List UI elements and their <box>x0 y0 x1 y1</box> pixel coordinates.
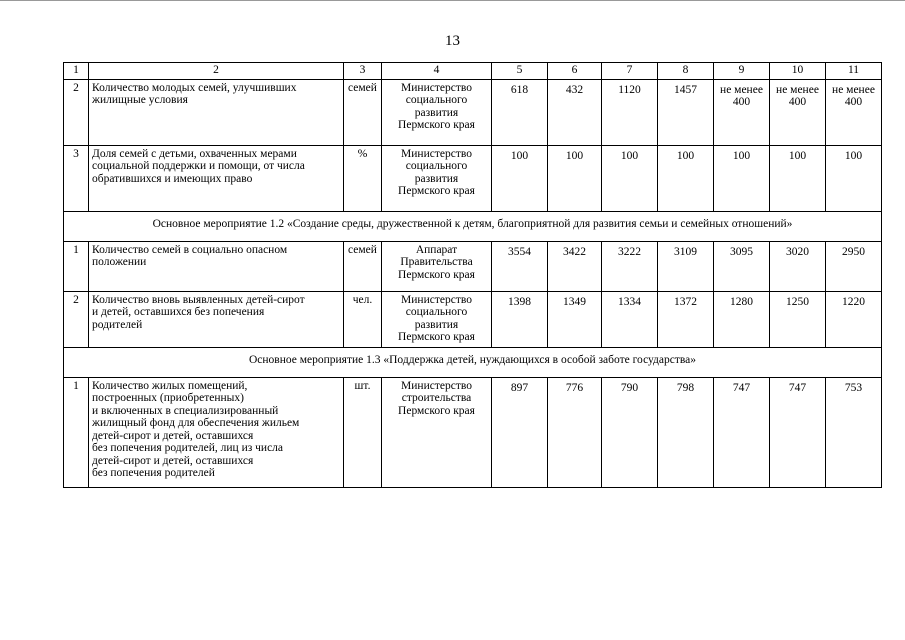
table-row <box>64 377 882 487</box>
value-cell: 1398 <box>492 291 548 347</box>
value-cell: 3422 <box>548 241 602 291</box>
table-body <box>64 63 882 488</box>
value-cell: 100 <box>658 145 714 211</box>
column-header-1: 1 <box>64 63 89 80</box>
indicator-line: Количество молодых семей, улучшивших <box>92 81 297 94</box>
indicator-line: и включенных в специализированный <box>92 404 279 417</box>
value-cell: 432 <box>548 79 602 145</box>
agency-line: Пермского края <box>398 331 475 343</box>
value-cell: 3020 <box>770 241 826 291</box>
indicator-line: детей-сирот и детей, оставшихся <box>92 429 254 442</box>
value-cell: 100 <box>826 145 882 211</box>
value-cell: 1372 <box>658 291 714 347</box>
page-top-edge <box>0 0 905 1</box>
indicator-line: жилищные условия <box>92 94 188 106</box>
indicator-name <box>89 291 344 347</box>
value-cell: не менее 400 <box>826 79 882 145</box>
indicator-line: Доля семей с детьми, охваченных мерами <box>92 147 297 160</box>
value-cell: 1457 <box>658 79 714 145</box>
agency-line: Министерство <box>401 379 472 392</box>
value-cell: 100 <box>492 145 548 211</box>
column-header-2: 2 <box>89 63 344 80</box>
responsible-agency <box>382 145 492 211</box>
section-row <box>64 347 882 377</box>
table-header-row <box>64 63 882 80</box>
page-number: 13 <box>445 33 460 49</box>
column-header-4: 4 <box>382 63 492 80</box>
row-number: 1 <box>64 377 89 487</box>
value-cell: 100 <box>714 145 770 211</box>
table-row <box>64 145 882 211</box>
unit-of-measure: семей <box>344 241 382 291</box>
indicator-name <box>89 241 344 291</box>
value-cell: 747 <box>714 377 770 487</box>
responsible-agency <box>382 291 492 347</box>
column-header-7: 7 <box>602 63 658 80</box>
agency-line: Министерство <box>401 147 472 160</box>
unit-of-measure: шт. <box>344 377 382 487</box>
value-cell: 3095 <box>714 241 770 291</box>
value-cell: 798 <box>658 377 714 487</box>
value-cell: не менее 400 <box>770 79 826 145</box>
value-cell: 1250 <box>770 291 826 347</box>
value-cell: 897 <box>492 377 548 487</box>
value-cell: 1220 <box>826 291 882 347</box>
table-row <box>64 241 882 291</box>
value-cell: 618 <box>492 79 548 145</box>
row-number: 2 <box>64 79 89 145</box>
indicator-line: построенных (приобретенных) <box>92 392 244 404</box>
indicator-line: детей-сирот и детей, оставшихся <box>92 454 254 467</box>
agency-line: Пермского края <box>398 404 475 417</box>
indicator-line: Количество семей в социально опасном <box>92 243 288 256</box>
agency-line: развития <box>414 172 459 185</box>
row-number: 2 <box>64 291 89 347</box>
value-cell: 3109 <box>658 241 714 291</box>
indicator-line: без попечения родителей, лиц из числа <box>92 442 284 454</box>
column-header-6: 6 <box>548 63 602 80</box>
responsible-agency <box>382 377 492 487</box>
agency-line: Министерство <box>401 81 472 94</box>
table-row <box>64 291 882 347</box>
agency-line: социального <box>405 94 468 106</box>
table-row <box>64 79 882 145</box>
value-cell: 3554 <box>492 241 548 291</box>
column-header-5: 5 <box>492 63 548 80</box>
value-cell: 747 <box>770 377 826 487</box>
value-cell: 753 <box>826 377 882 487</box>
agency-line: Пермского края <box>398 268 475 281</box>
indicator-line: и детей, оставшихся без попечения <box>92 306 265 318</box>
responsible-agency <box>382 241 492 291</box>
column-header-11: 11 <box>826 63 882 80</box>
column-header-10: 10 <box>770 63 826 80</box>
section-title: Основное мероприятие 1.3 «Поддержка детей, нуждающихся в особой заботе государства» <box>64 347 882 377</box>
agency-line: Министерство <box>401 293 472 306</box>
responsible-agency <box>382 79 492 145</box>
agency-line: социального <box>405 306 468 318</box>
value-cell: 790 <box>602 377 658 487</box>
indicator-line: социальной поддержки и помощи, от числа <box>92 160 305 172</box>
value-cell: не менее 400 <box>714 79 770 145</box>
unit-of-measure: % <box>344 145 382 211</box>
section-title: Основное мероприятие 1.2 «Создание среды, дружественной к детям, благоприятной для развития семьи и семейных отношений» <box>64 211 882 241</box>
value-cell: 100 <box>770 145 826 211</box>
indicator-name <box>89 377 344 487</box>
indicator-line: жилищный фонд для обеспечения жильем <box>92 417 300 429</box>
indicator-line: Количество жилых помещений, <box>92 379 248 392</box>
agency-line: развития <box>414 106 459 119</box>
value-cell: 2950 <box>826 241 882 291</box>
indicator-name <box>89 145 344 211</box>
value-cell: 1349 <box>548 291 602 347</box>
value-cell: 100 <box>602 145 658 211</box>
indicator-line: Количество вновь выявленных детей-сирот <box>92 293 305 306</box>
indicators-table <box>63 62 882 488</box>
value-cell: 1280 <box>714 291 770 347</box>
row-number: 3 <box>64 145 89 211</box>
value-cell: 1120 <box>602 79 658 145</box>
value-cell: 1334 <box>602 291 658 347</box>
value-cell: 3222 <box>602 241 658 291</box>
column-header-8: 8 <box>658 63 714 80</box>
agency-line: строительства <box>401 392 472 404</box>
indicator-name <box>89 79 344 145</box>
row-number: 1 <box>64 241 89 291</box>
agency-line: Правительства <box>400 256 473 268</box>
unit-of-measure: семей <box>344 79 382 145</box>
column-header-9: 9 <box>714 63 770 80</box>
section-row <box>64 211 882 241</box>
agency-line: Пермского края <box>398 185 475 197</box>
column-header-3: 3 <box>344 63 382 80</box>
indicator-line: обратившихся и имеющих право <box>92 172 253 185</box>
agency-line: Аппарат <box>415 243 458 256</box>
unit-of-measure: чел. <box>344 291 382 347</box>
indicator-line: положении <box>92 256 147 268</box>
agency-line: социального <box>405 160 468 172</box>
agency-line: развития <box>414 318 459 331</box>
agency-line: Пермского края <box>398 119 475 131</box>
indicator-line: без попечения родителей <box>92 467 215 479</box>
indicator-line: родителей <box>92 318 143 331</box>
value-cell: 776 <box>548 377 602 487</box>
value-cell: 100 <box>548 145 602 211</box>
